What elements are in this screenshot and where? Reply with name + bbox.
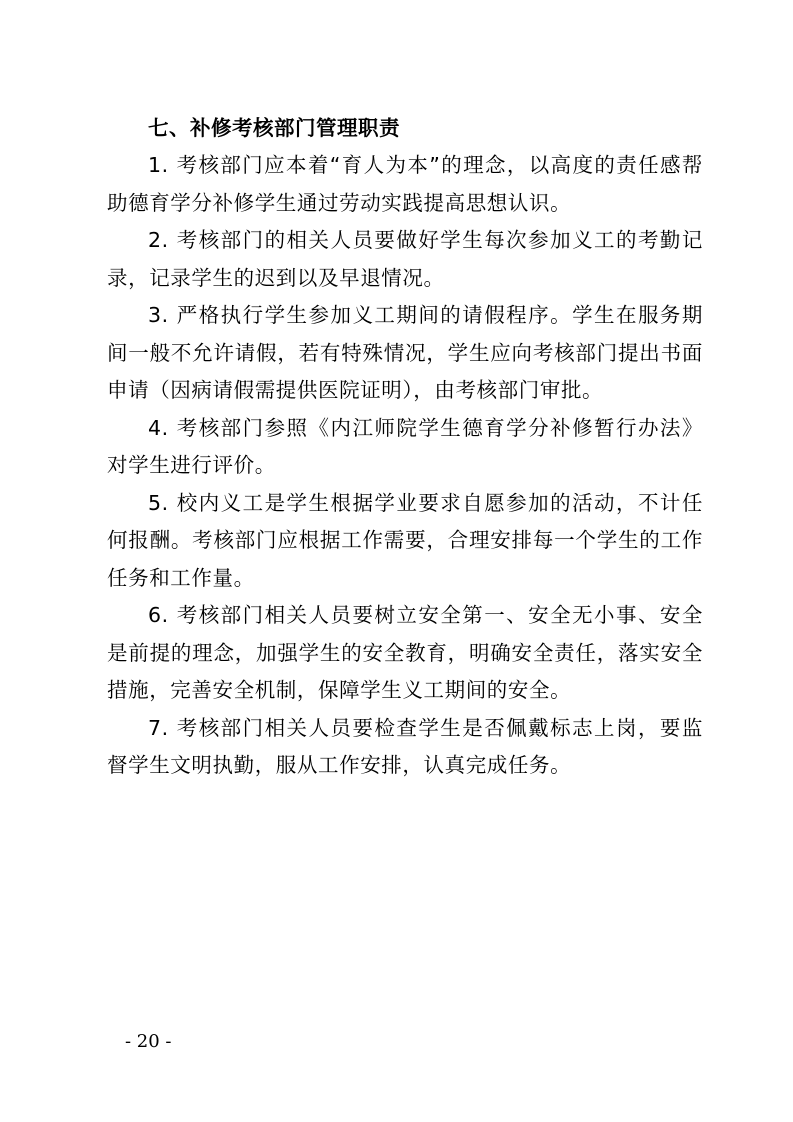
paragraph-6: 6. 考核部门相关人员要树立安全第一、安全无小事、安全是前提的理念，加强学生的安全教育，明确安全责任，落实安全措施，完善安全机制，保障学生义工期间的安全。 (107, 603, 703, 702)
page-number: - 20 - (125, 1031, 172, 1052)
paragraph-1: 1. 考核部门应本着“育人为本”的理念，以高度的责任感帮助德育学分补修学生通过劳动实践提高思想认识。 (107, 153, 703, 215)
paragraph-7: 7. 考核部门相关人员要检查学生是否佩戴标志上岗，要监督学生文明执勤，服从工作安排，认真完成任务。 (107, 715, 703, 777)
document-body (107, 110, 703, 785)
paragraph-4: 4. 考核部门参照《内江师院学生德育学分补修暂行办法》对学生进行评价。 (107, 415, 703, 477)
paragraph-3: 3. 严格执行学生参加义工期间的请假程序。学生在服务期间一般不允许请假，若有特殊情况，学生应向考核部门提出书面申请（因病请假需提供医院证明），由考核部门审批。 (107, 303, 703, 402)
section-heading: 七、补修考核部门管理职责 (148, 116, 400, 140)
paragraph-2: 2. 考核部门的相关人员要做好学生每次参加义工的考勤记录，记录学生的迟到以及早退情况。 (107, 228, 703, 290)
paragraph-5: 5. 校内义工是学生根据学业要求自愿参加的活动，不计任何报酬。考核部门应根据工作需要，合理安排每一个学生的工作任务和工作量。 (107, 490, 703, 590)
